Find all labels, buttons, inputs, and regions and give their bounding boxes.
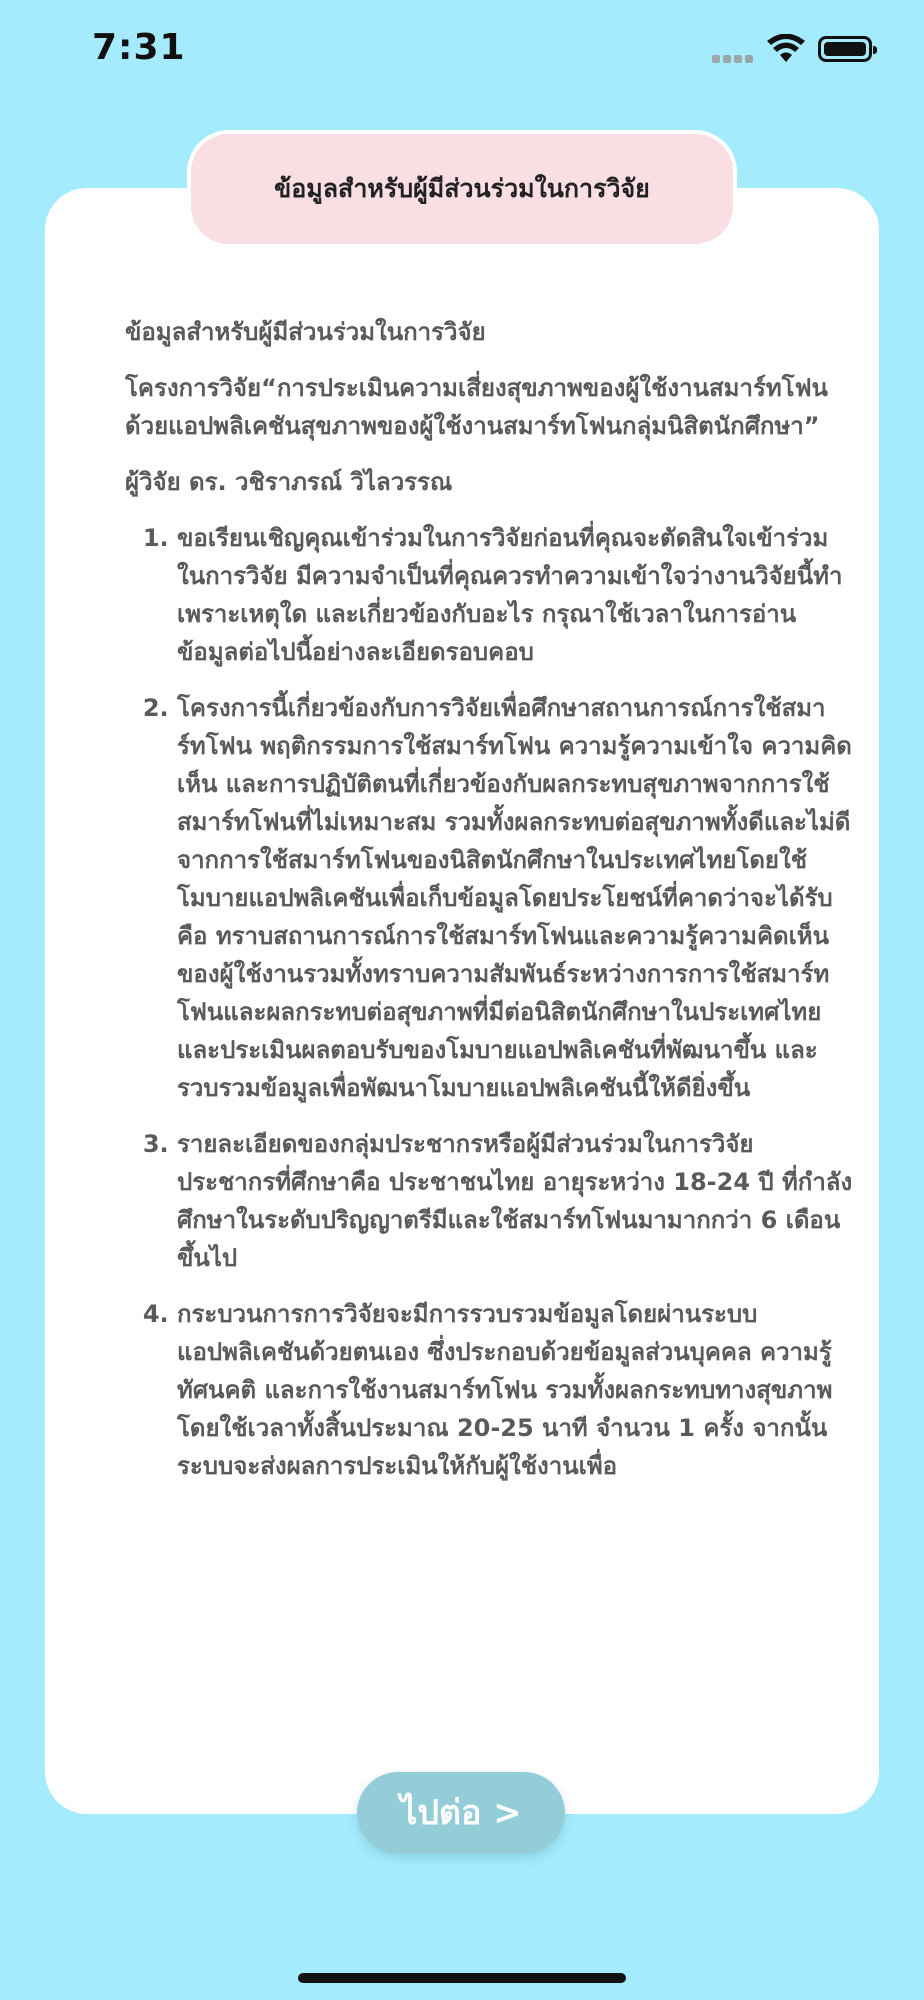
list-item: 2. โครงการนี้เกี่ยวข้องกับการวิจัยเพื่อศึกษาสถานการณ์การใช้สมาร์ทโฟน พฤติกรรมการใช้สมาร์ทโฟน ความรู้ความเข้าใจ ความคิดเห็น และการปฏิบัติตนที่เกี่ยวข้องกับผลกระทบสุขภาพจากการใช้สมาร์ทโฟนที่ไม่เหมาะสม รวมทั้งผลกระทบต่อสุขภาพทั้งดีและไม่ดีจากการใช้สมาร์ทโฟนของนิสิตนักศึกษาในประเทศไทยโดยใช้โมบายแอปพลิเคชันเพื่อเก็บข้อมูลโดยประโยชน์ที่คาดว่าจะได้รับ คือ ทราบสถานการณ์การใช้สมาร์ทโฟนและความรู้ความคิดเห็นของผู้ใช้งานรวมทั้งทราบความสัมพันธ์ระหว่างการการใช้สมาร์ทโฟนและผลกระทบต่อสุขภาพที่มีต่อนิสิตนักศึกษาในประเทศไทย และประเมินผลตอบรับของโมบายแอปพลิเคชันที่พัฒนาขึ้น และรวบรวมข้อมูลเพื่อพัฒนาโมบายแอปพลิเคชันนี้ให้ดียิ่งขึ้น	[177, 689, 853, 1107]
intro-heading: ข้อมูลสำหรับผู้มีส่วนร่วมในการวิจัย	[125, 318, 486, 346]
page-title: ข้อมูลสำหรับผู้มีส่วนร่วมในการวิจัย	[187, 130, 737, 248]
continue-button[interactable]: ไปต่อ >	[357, 1772, 565, 1854]
list-item: 4. กระบวนการการวิจัยจะมีการรวบรวมข้อมูลโดยผ่านระบบแอปพลิเคชันด้วยตนเอง ซึ่งประกอบด้วยข้อมูลส่วนบุคคล ความรู้ ทัศนคติ และการใช้งานสมาร์ทโฟน รวมทั้งผลกระทบทางสุขภาพ โดยใช้เวลาทั้งสิ้นประมาณ 20-25 นาที จำนวน 1 ครั้ง จากนั้นระบบจะส่งผลการประเมินให้กับผู้ใช้งานเพื่อ	[177, 1295, 853, 1485]
status-bar	[0, 0, 924, 100]
home-indicator	[298, 1973, 626, 1983]
wifi-icon	[766, 34, 806, 64]
consent-scroll-content[interactable]	[125, 313, 853, 1703]
project-title: โครงการวิจัย“การประเมินความเสี่ยงสุขภาพของผู้ใช้งานสมาร์ทโฟนด้วยแอปพลิเคชันสุขภาพของผู้ใช้งานสมาร์ทโฟนกลุ่มนิสิตนักศึกษา”	[125, 374, 828, 440]
signal-dots-icon	[712, 55, 754, 63]
battery-icon	[818, 36, 872, 62]
status-time: 7:31	[92, 27, 186, 68]
consent-info-card	[45, 188, 879, 1814]
list-item: 1. ขอเรียนเชิญคุณเข้าร่วมในการวิจัยก่อนที่คุณจะตัดสินใจเข้าร่วมในการวิจัย มีความจำเป็นที่คุณควรทำความเข้าใจว่างานวิจัยนี้ทำเพราะเหตุใด และเกี่ยวข้องกับอะไร กรุณาใช้เวลาในการอ่านข้อมูลต่อไปนี้อย่างละเอียดรอบคอบ	[177, 519, 853, 671]
researcher-name: ผู้วิจัย ดร. วชิราภรณ์ วิไลวรรณ	[125, 468, 453, 496]
consent-info-list	[125, 519, 853, 1485]
list-item: 3. รายละเอียดของกลุ่มประชากรหรือผู้มีส่วนร่วมในการวิจัย ประชากรที่ศึกษาคือ ประชาชนไทย อายุระหว่าง 18-24 ปี ที่กำลังศึกษาในระดับปริญญาตรีมีและใช้สมาร์ทโฟนมามากกว่า 6 เดือนขึ้นไป	[177, 1125, 853, 1277]
